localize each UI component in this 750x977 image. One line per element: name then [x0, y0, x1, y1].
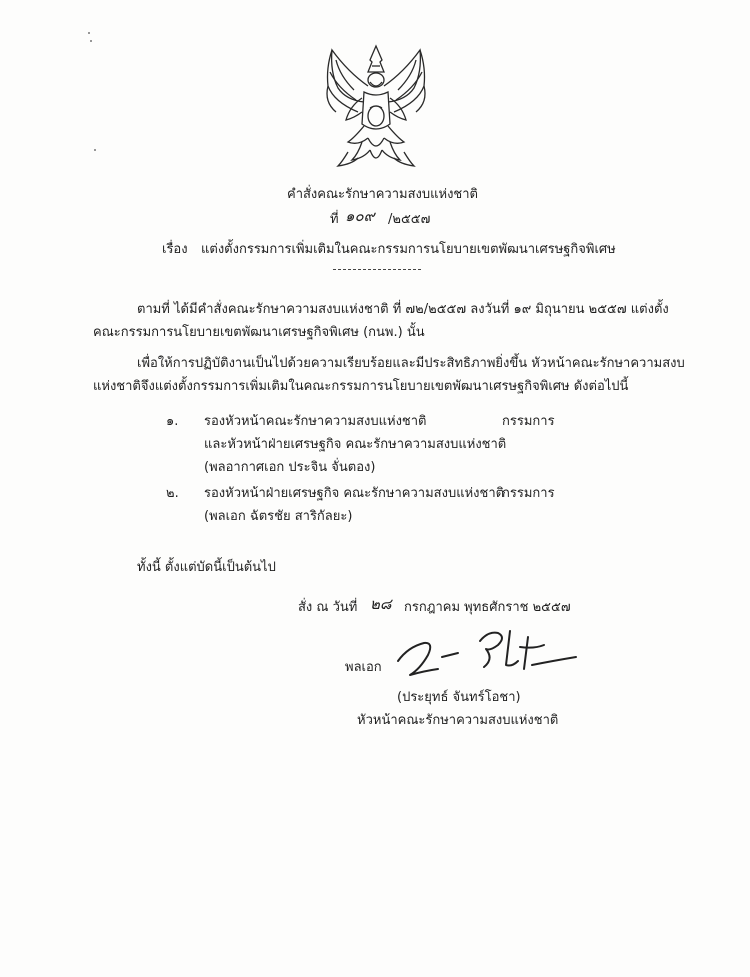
handwritten-signature [394, 625, 579, 683]
signatory-position: หัวหน้าคณะรักษาความสงบแห่งชาติ [357, 713, 559, 728]
subject-text: แต่งตั้งกรรมการเพิ่มเติมในคณะกรรมการนโยบายเขตพัฒนาเศรษฐกิจพิเศษ [201, 242, 616, 257]
garuda-emblem [318, 42, 434, 170]
item-2-position: รองหัวหน้าฝ่ายเศรษฐกิจ คณะรักษาความสงบแห่งชาติ [204, 486, 505, 501]
order-number-handwritten: ๑๐๙ [345, 207, 375, 225]
item-1-name: (พลอากาศเอก ประจิน จั่นตอง) [204, 460, 376, 475]
item-2-name: (พลเอก ฉัตรชัย สาริกัลยะ) [204, 509, 353, 524]
signatory-rank: พลเอก [345, 660, 382, 675]
signatory-name: (ประยุทธ์ จันทร์โอชา) [397, 690, 521, 705]
paragraph-2-line-2: แห่งชาติจึงแต่งตั้งกรรมการเพิ่มเติมในคณะกรรมการนโยบายเขตพัฒนาเศรษฐกิจพิเศษ ดังต่อไปนี้ [93, 379, 629, 394]
paragraph-2-line-1: เพื่อให้การปฏิบัติงานเป็นไปด้วยความเรียบร้อยและมีประสิทธิภาพยิ่งขึ้น หัวหน้าคณะรักษาความสงบ [137, 356, 685, 371]
separator-line [333, 269, 421, 270]
item-1-role: กรรมการ [502, 414, 555, 429]
scan-speck [94, 149, 96, 151]
paragraph-1-line-1: ตามที่ ได้มีคำสั่งคณะรักษาความสงบแห่งชาติ ที่ ๗๒/๒๕๕๗ ลงวันที่ ๑๙ มิถุนายน ๒๕๕๗ แต่งตั้ง [137, 302, 669, 317]
item-1-position: รองหัวหน้าคณะรักษาความสงบแห่งชาติ [204, 414, 427, 429]
scan-speck [90, 40, 92, 42]
date-day-handwritten: ๒๘ [370, 595, 392, 613]
date-rest: กรกฎาคม พุทธศักราช ๒๕๕๗ [404, 600, 571, 615]
order-number-year: /๒๕๕๗ [388, 212, 431, 227]
paragraph-1-line-2: คณะกรรมการนโยบายเขตพัฒนาเศรษฐกิจพิเศษ (กนพ.) นั้น [93, 325, 425, 340]
item-number: ๒. [166, 486, 179, 501]
item-2-role: กรรมการ [502, 486, 555, 501]
order-number-prefix: ที่ [330, 212, 339, 227]
effective-statement: ทั้งนี้ ตั้งแต่บัดนี้เป็นต้นไป [137, 560, 276, 575]
item-1-position-2: และหัวหน้าฝ่ายเศรษฐกิจ คณะรักษาความสงบแห่งชาติ [204, 437, 507, 452]
subject-label: เรื่อง [162, 242, 188, 257]
date-prefix: สั่ง ณ วันที่ [298, 600, 358, 615]
item-number: ๑. [166, 414, 179, 429]
scan-speck [88, 32, 90, 34]
order-title: คำสั่งคณะรักษาความสงบแห่งชาติ [287, 187, 479, 202]
